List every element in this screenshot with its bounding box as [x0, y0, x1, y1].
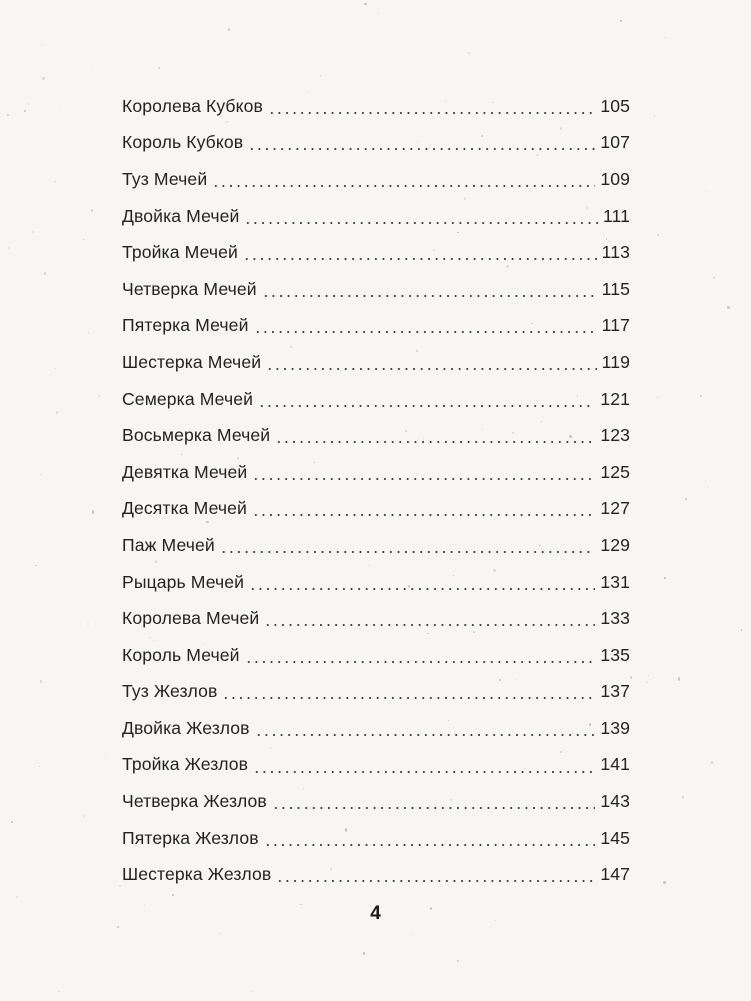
toc-entry	[122, 381, 630, 418]
toc-entry-title: Пятерка Мечей	[122, 315, 252, 336]
toc-entry-page: 119	[599, 352, 630, 373]
dot-leader	[248, 125, 595, 162]
paper-speck	[630, 676, 632, 679]
paper-speck	[665, 37, 666, 38]
toc-entry-title: Четверка Мечей	[122, 279, 260, 300]
paper-speck	[88, 332, 89, 333]
dot-leader	[275, 417, 595, 454]
toc-entry-page: 141	[597, 754, 630, 775]
paper-speck	[158, 67, 160, 69]
paper-speck	[727, 306, 729, 309]
paper-speck	[28, 103, 29, 105]
dot-leader	[266, 344, 597, 381]
paper-speck	[41, 44, 43, 45]
page-number: 4	[370, 903, 381, 924]
paper-speck	[700, 395, 702, 397]
toc-entry-page: 121	[597, 389, 630, 410]
dot-leader	[276, 856, 595, 893]
paper-speck	[7, 114, 9, 117]
toc-entry-title: Королева Кубков	[122, 96, 266, 117]
paper-speck	[457, 960, 459, 962]
paper-speck	[411, 934, 412, 935]
toc-entry-title: Шестерка Жезлов	[122, 864, 274, 885]
paper-speck	[117, 926, 119, 928]
dot-leader	[245, 637, 596, 674]
paper-speck	[11, 821, 13, 823]
paper-speck	[657, 396, 658, 397]
toc-entry-title: Тройка Жезлов	[122, 754, 251, 775]
paper-speck	[54, 180, 56, 183]
toc-entry-page: 135	[597, 645, 630, 666]
paper-speck	[678, 677, 680, 680]
toc-entry	[122, 308, 630, 345]
toc-entry	[122, 783, 630, 820]
toc-entry-title: Семерка Мечей	[122, 389, 256, 410]
toc-entry	[122, 564, 630, 601]
paper-speck	[40, 474, 41, 475]
toc-entry-page: 123	[597, 425, 630, 446]
paper-speck	[83, 239, 84, 240]
paper-speck	[682, 796, 684, 798]
paper-speck	[91, 66, 92, 67]
toc-entry-page: 145	[597, 828, 630, 849]
toc-entry	[122, 491, 630, 528]
toc-entry	[122, 674, 630, 711]
paper-speck	[119, 885, 121, 887]
paper-speck	[35, 565, 37, 567]
toc-entry-page: 143	[597, 791, 630, 812]
toc-entry	[122, 820, 630, 857]
paper-speck	[56, 411, 58, 413]
paper-speck	[364, 3, 366, 5]
paper-speck	[705, 191, 706, 192]
table-of-contents	[122, 88, 630, 893]
dot-leader	[222, 674, 595, 711]
dot-leader	[249, 564, 595, 601]
toc-entry-page: 117	[599, 315, 630, 336]
paper-speck	[468, 52, 470, 54]
paper-speck	[711, 761, 713, 764]
paper-speck	[87, 623, 89, 625]
paper-speck	[58, 991, 60, 992]
toc-entry-page: 131	[597, 572, 630, 593]
toc-entry-title: Двойка Мечей	[122, 206, 242, 227]
toc-entry-page: 111	[600, 206, 630, 227]
paper-speck	[60, 108, 61, 109]
paper-speck	[8, 247, 10, 249]
toc-entry-page: 139	[597, 718, 630, 739]
paper-speck	[83, 815, 85, 818]
dot-leader	[272, 783, 595, 820]
paper-speck	[42, 77, 45, 80]
toc-entry-title: Король Кубков	[122, 132, 246, 153]
toc-entry	[122, 88, 630, 125]
dot-leader	[252, 491, 595, 528]
toc-entry-page: 105	[597, 96, 630, 117]
paper-speck	[657, 234, 659, 236]
dot-leader	[212, 161, 595, 198]
paper-speck	[172, 894, 173, 895]
paper-speck	[320, 75, 321, 76]
paper-speck	[620, 20, 622, 21]
toc-entry-page: 133	[597, 608, 630, 629]
dot-leader	[255, 710, 596, 747]
paper-speck	[646, 681, 648, 683]
dot-leader	[244, 198, 597, 235]
toc-entry-title: Королева Мечей	[122, 608, 262, 629]
toc-entry-page: 115	[599, 279, 630, 300]
toc-entry-title: Тройка Мечей	[122, 242, 241, 263]
paper-speck	[228, 28, 230, 31]
paper-speck	[705, 480, 707, 482]
dot-leader	[262, 271, 597, 308]
toc-entry-title: Паж Мечей	[122, 535, 218, 556]
paper-speck	[363, 952, 366, 954]
toc-entry	[122, 747, 630, 784]
toc-entry	[122, 271, 630, 308]
toc-entry-title: Девятка Мечей	[122, 462, 250, 483]
paper-speck	[24, 110, 26, 112]
paper-speck	[713, 276, 715, 279]
toc-entry-title: Десятка Мечей	[122, 498, 250, 519]
toc-entry-title: Шестерка Мечей	[122, 352, 264, 373]
toc-entry-title: Двойка Жезлов	[122, 718, 253, 739]
paper-speck	[39, 766, 40, 767]
toc-entry-title: Король Мечей	[122, 645, 243, 666]
paper-speck	[741, 629, 742, 631]
toc-entry-page: 127	[597, 498, 630, 519]
paper-speck	[648, 675, 649, 677]
toc-entry	[122, 527, 630, 564]
dot-leader	[258, 381, 595, 418]
toc-entry	[122, 234, 630, 271]
toc-entry-title: Рыцарь Мечей	[122, 572, 247, 593]
toc-entry-page: 113	[599, 242, 630, 263]
paper-speck	[602, 969, 603, 970]
toc-entry-title: Пятерка Жезлов	[122, 828, 262, 849]
paper-speck	[654, 115, 655, 117]
toc-entry-title: Туз Жезлов	[122, 681, 220, 702]
toc-entry	[122, 417, 630, 454]
paper-speck	[44, 272, 46, 275]
dot-leader	[220, 527, 596, 564]
toc-entry	[122, 637, 630, 674]
dot-leader	[243, 234, 597, 271]
toc-entry-title: Туз Мечей	[122, 169, 210, 190]
paper-speck	[40, 680, 42, 682]
paper-speck	[16, 896, 18, 899]
toc-entry	[122, 161, 630, 198]
toc-entry-page: 147	[597, 864, 630, 885]
dot-leader	[268, 88, 595, 125]
toc-entry-page: 109	[597, 169, 630, 190]
toc-entry-page: 137	[597, 681, 630, 702]
paper-speck	[91, 209, 93, 211]
dot-leader	[254, 308, 597, 345]
toc-entry-page: 107	[597, 132, 630, 153]
paper-speck	[105, 756, 106, 757]
dot-leader	[264, 820, 596, 857]
toc-entry-page: 129	[597, 535, 630, 556]
toc-entry-title: Восьмерка Мечей	[122, 425, 273, 446]
toc-entry	[122, 125, 630, 162]
dot-leader	[264, 600, 595, 637]
paper-speck	[663, 881, 665, 884]
toc-entry	[122, 600, 630, 637]
paper-speck	[55, 368, 56, 369]
paper-speck	[98, 395, 100, 396]
toc-entry	[122, 344, 630, 381]
paper-speck	[32, 231, 34, 234]
paper-speck	[664, 577, 666, 579]
dot-leader	[253, 747, 595, 784]
toc-entry	[122, 856, 630, 893]
paper-speck	[251, 991, 252, 992]
paper-speck	[378, 13, 379, 14]
toc-entry	[122, 198, 630, 235]
paper-speck	[220, 933, 221, 934]
paper-speck	[685, 498, 687, 500]
toc-entry-title: Четверка Жезлов	[122, 791, 270, 812]
toc-entry	[122, 710, 630, 747]
toc-entry-page: 125	[597, 462, 630, 483]
dot-leader	[252, 454, 595, 491]
paper-speck	[92, 510, 94, 513]
toc-entry	[122, 454, 630, 491]
